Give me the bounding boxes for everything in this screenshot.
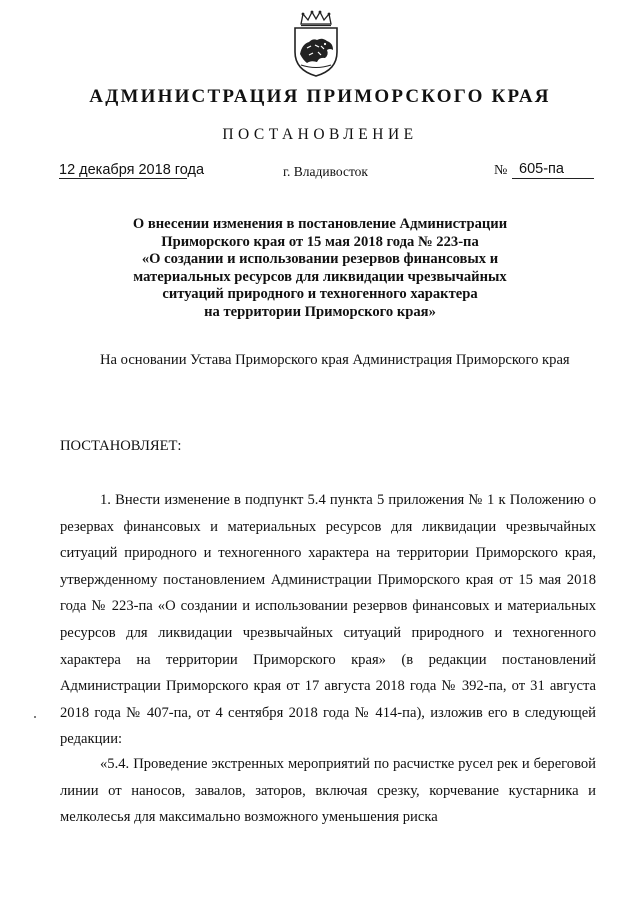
scan-speck	[34, 716, 36, 718]
number-sign: №	[494, 163, 508, 178]
document-number: 605-па	[519, 161, 564, 177]
item-5-4-paragraph: «5.4. Проведение экстренных мероприятий по расчистке русел рек и береговой линии от наносов, завалов, заторов, включая срезку, корчевание кустарника и мелколесья для максимально возможного уменьшения риска	[60, 756, 596, 826]
document-date: 12 декабря 2018 года	[59, 162, 205, 178]
item-1-paragraph: 1. Внести изменение в подпункт 5.4 пункта 5 приложения № 1 к Положению о резервах финансовых и материальных ресурсов для ликвидации чрезвычайных ситуаций природного и техногенного характера на территории Приморского края, утвержденному постановлением Администрации Приморского края от 15 мая 2018 года № 223-па «О создании и использовании резервов финансовых и материальных ресурсов для ликвидации чрезвычайных ситуаций природного и техногенного характера на территории Приморского края» (в редакции постановлений Администрации Приморского края от 17 августа 2018 года № 392-па, от 31 августа 2018 года № 407-па, от 4 сентября 2018 года № 414-па), изложив его в следующей редакции:	[60, 492, 596, 748]
heading-line: «О создании и использовании резервов финансовых и	[141, 251, 499, 268]
date-underline	[59, 178, 187, 179]
basis-paragraph: На основании Устава Приморского края Администрация Приморского края	[100, 352, 570, 368]
heading-line: О внесении изменения в постановление Администрации	[132, 216, 508, 232]
document-type: ПОСТАНОВЛЕНИЕ	[222, 126, 418, 143]
heading-line: Приморского края от 15 мая 2018 года № 223-па	[161, 233, 479, 250]
organization-title: АДМИНИСТРАЦИЯ ПРИМОРСКОГО КРАЯ	[89, 86, 551, 107]
resolves-heading: ПОСТАНОВЛЯЕТ:	[60, 438, 182, 454]
heading-line: материальных ресурсов для ликвидации чрезвычайных	[133, 268, 507, 285]
document-city: г. Владивосток	[283, 164, 368, 179]
coat-of-arms-icon	[289, 10, 343, 78]
heading-line: ситуаций природного и техногенного характера	[162, 286, 478, 303]
number-underline	[512, 178, 594, 179]
document-heading	[100, 216, 540, 322]
heading-line: на территории Приморского края»	[204, 303, 436, 320]
